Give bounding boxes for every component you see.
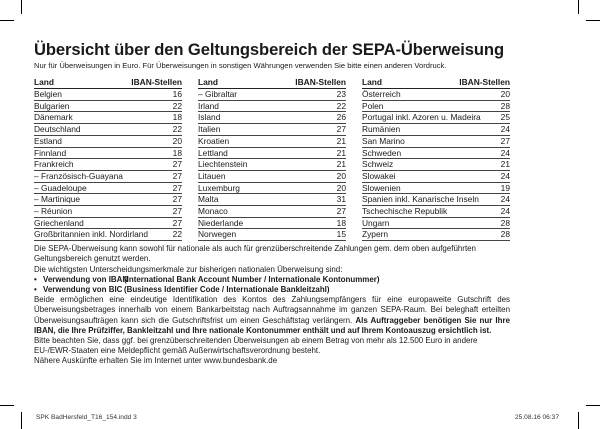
table-row <box>198 229 346 241</box>
country-name: Rumänien <box>362 124 401 135</box>
iban-length: 15 <box>336 229 346 240</box>
iban-length: 18 <box>336 217 346 228</box>
paragraph-scope: Die SEPA-Überweisung kann sowohl für nationale als auch für grenzüberschreitende Zahlungen gem. dem oben aufgeführten Geltungsbereich genutzt werden. <box>34 244 476 264</box>
table-row <box>34 183 182 195</box>
iban-length: 20 <box>172 135 182 146</box>
table-header <box>362 77 510 89</box>
table-row <box>362 124 510 136</box>
iban-length: 24 <box>500 170 510 181</box>
bullet-detail: (Business Identifier Code / Internationale Bankleitzahl) <box>124 284 330 294</box>
iban-length: 27 <box>172 206 182 217</box>
table-row <box>34 194 182 206</box>
country-name: – Guadeloupe <box>34 182 87 193</box>
column-header-iban: IBAN-Stellen <box>131 77 182 87</box>
country-name: Zypern <box>362 229 389 240</box>
bullet-iban <box>34 275 510 285</box>
iban-length: 27 <box>336 124 346 135</box>
iban-length: 27 <box>172 182 182 193</box>
paragraph-reporting: Bitte beachten Sie, dass ggf. bei grenzüberschreitenden Überweisungen ab einem Betrag von mehr als 12.500 Euro in andere EU-/EWR-Staaten eine Meldepflicht gemäß Außenwirtschaftsverordnung besteht. <box>34 335 478 356</box>
iban-table <box>34 77 510 241</box>
table-row <box>362 159 510 171</box>
paragraph-identification-text: Beide ermöglichen eine eindeutige Identifikation des Kontos des Zahlungsempfängers für eine europaweite Gutschrift des Überweisungsbetrages innerhalb von einem Bankarbeitstag nach Auftragsannahme im ganzen SEPA-Raum. Bei beleghaft erteilten Überweisungsaufträgen kann sich die Gutschriftsfrist um einen Geschäftstag verlängern. <box>34 295 510 325</box>
country-name: San Marino <box>362 135 405 146</box>
country-name: Litauen <box>198 170 226 181</box>
bullet-term: Verwendung von IBAN <box>43 274 129 284</box>
footer-file-info: SPK BadHersfeld_T16_154.indd 3 <box>36 414 137 421</box>
iban-length: 27 <box>172 194 182 205</box>
paragraph-identification <box>34 295 510 336</box>
crop-mark <box>0 20 14 21</box>
iban-length: 20 <box>336 182 346 193</box>
country-name: Tschechische Republik <box>362 206 448 217</box>
country-name: Dänemark <box>34 112 73 123</box>
paragraph-identification-bold: Als Auftraggeber benötigen Sie nur Ihre IBAN, die Ihre Prüfziffer, Bankleitzahl und Ihre nationale Kontonummer enthält und auf Ihrem Kontoauszug ersichtlich ist. <box>34 315 510 335</box>
iban-length: 21 <box>336 147 346 158</box>
page-title: Übersicht über den Geltungsbereich der SEPA-Überweisung <box>34 40 504 59</box>
table-row <box>362 194 510 206</box>
column-header-iban: IBAN-Stellen <box>295 77 346 87</box>
country-name: Estland <box>34 135 62 146</box>
country-name: – Réunion <box>34 206 73 217</box>
country-name: Luxemburg <box>198 182 240 193</box>
table-row <box>362 112 510 124</box>
table-row <box>198 136 346 148</box>
country-name: Schweden <box>362 147 402 158</box>
country-name: Island <box>198 112 221 123</box>
table-row <box>34 136 182 148</box>
iban-length: 20 <box>500 89 510 99</box>
crop-mark <box>21 412 22 429</box>
table-row <box>198 159 346 171</box>
country-name: Frankreich <box>34 159 74 170</box>
country-name: Slowenien <box>362 182 401 193</box>
iban-length: 27 <box>336 206 346 217</box>
crop-mark <box>586 20 600 21</box>
country-name: – Martinique <box>34 194 81 205</box>
country-name: Malta <box>198 194 219 205</box>
iban-length: 20 <box>336 170 346 181</box>
crop-mark <box>21 0 22 14</box>
table-row <box>34 89 182 101</box>
page-subtitle: Nur für Überweisungen in Euro. Für Überweisungen in sonstigen Währungen verwenden Sie bitte einen anderen Vordruck. <box>34 61 447 70</box>
table-row <box>198 171 346 183</box>
table-row <box>34 148 182 160</box>
table-row <box>198 183 346 195</box>
table-row <box>362 171 510 183</box>
column-header-iban: IBAN-Stellen <box>459 77 510 87</box>
paragraph-info-link: Nähere Auskünfte erhalten Sie im Internet unter www.bundesbank.de <box>34 356 278 366</box>
crop-mark <box>578 412 579 429</box>
table-row <box>198 218 346 230</box>
country-name: Italien <box>198 124 221 135</box>
table-row <box>198 148 346 160</box>
table-row <box>198 101 346 113</box>
table-row <box>34 171 182 183</box>
country-name: Portugal inkl. Azoren u. Madeira <box>362 112 481 123</box>
bullet-detail: (International Bank Account Number / Internationale Kontonummer) <box>124 274 380 284</box>
country-name: Lettland <box>198 147 228 158</box>
country-name: Finnland <box>34 147 67 158</box>
table-row <box>198 206 346 218</box>
iban-length: 28 <box>500 100 510 111</box>
table-row <box>34 101 182 113</box>
country-name: – Französisch-Guayana <box>34 170 123 181</box>
bullet-dot: • <box>34 284 37 294</box>
crop-mark <box>578 0 579 14</box>
iban-length: 28 <box>500 217 510 228</box>
iban-length: 31 <box>336 194 346 205</box>
crop-mark <box>586 405 600 406</box>
table-row <box>34 218 182 230</box>
table-row <box>362 229 510 241</box>
iban-length: 22 <box>172 229 182 240</box>
footer-timestamp: 25.08.16 06:37 <box>515 414 559 421</box>
country-name: Bulgarien <box>34 100 70 111</box>
country-name: Niederlande <box>198 217 244 228</box>
iban-length: 27 <box>500 135 510 146</box>
table-row <box>362 101 510 113</box>
iban-length: 27 <box>172 170 182 181</box>
iban-length: 21 <box>500 159 510 170</box>
table-row <box>34 229 182 241</box>
iban-length: 27 <box>172 159 182 170</box>
iban-length: 24 <box>500 147 510 158</box>
column-header-land: Land <box>34 77 55 87</box>
country-name: Norwegen <box>198 229 237 240</box>
iban-length: 24 <box>500 124 510 135</box>
country-name: Großbritannien inkl. Nordirland <box>34 229 149 240</box>
country-name: Belgien <box>34 89 62 99</box>
table-row <box>198 112 346 124</box>
table-row <box>34 112 182 124</box>
iban-length: 21 <box>336 135 346 146</box>
iban-length: 18 <box>172 112 182 123</box>
document-page <box>34 40 510 367</box>
country-name: Slowakei <box>362 170 396 181</box>
table-column <box>34 77 182 241</box>
iban-length: 21 <box>336 159 346 170</box>
iban-length: 23 <box>336 89 346 99</box>
iban-length: 18 <box>172 147 182 158</box>
country-name: Österreich <box>362 89 401 99</box>
country-name: Polen <box>362 100 384 111</box>
table-row <box>34 124 182 136</box>
country-name: Deutschland <box>34 124 81 135</box>
column-header-land: Land <box>362 77 383 87</box>
iban-length: 24 <box>500 206 510 217</box>
iban-length: 22 <box>172 100 182 111</box>
table-row <box>198 194 346 206</box>
table-row <box>362 89 510 101</box>
paragraph-differences: Die wichtigsten Unterscheidungsmerkmale zur bisherigen nationalen Überweisung sind: <box>34 264 343 274</box>
iban-length: 27 <box>172 217 182 228</box>
table-row <box>362 183 510 195</box>
country-name: Kroatien <box>198 135 230 146</box>
table-row <box>34 159 182 171</box>
iban-length: 22 <box>172 124 182 135</box>
iban-length: 22 <box>336 100 346 111</box>
table-header <box>34 77 182 89</box>
crop-mark <box>0 405 14 406</box>
bullet-term: Verwendung von BIC <box>43 284 123 294</box>
table-row <box>362 206 510 218</box>
iban-length: 24 <box>500 194 510 205</box>
bullet-list <box>34 275 510 295</box>
table-row <box>362 148 510 160</box>
table-row <box>198 89 346 101</box>
country-name: Irland <box>198 100 219 111</box>
country-name: Schweiz <box>362 159 394 170</box>
table-row <box>362 218 510 230</box>
country-name: Liechtenstein <box>198 159 248 170</box>
table-header <box>198 77 346 89</box>
table-column <box>362 77 510 241</box>
country-name: – Gibraltar <box>198 89 238 99</box>
country-name: Griechenland <box>34 217 84 228</box>
iban-length: 16 <box>172 89 182 99</box>
table-row <box>362 136 510 148</box>
country-name: Ungarn <box>362 217 390 228</box>
table-row <box>198 124 346 136</box>
bullet-dot: • <box>34 274 37 284</box>
iban-length: 26 <box>336 112 346 123</box>
country-name: Spanien inkl. Kanarische Inseln <box>362 194 479 205</box>
column-header-land: Land <box>198 77 219 87</box>
bullet-bic <box>34 285 510 295</box>
table-row <box>34 206 182 218</box>
country-name: Monaco <box>198 206 228 217</box>
iban-length: 28 <box>500 229 510 240</box>
iban-length: 19 <box>500 182 510 193</box>
table-column <box>198 77 346 241</box>
iban-length: 25 <box>500 112 510 123</box>
